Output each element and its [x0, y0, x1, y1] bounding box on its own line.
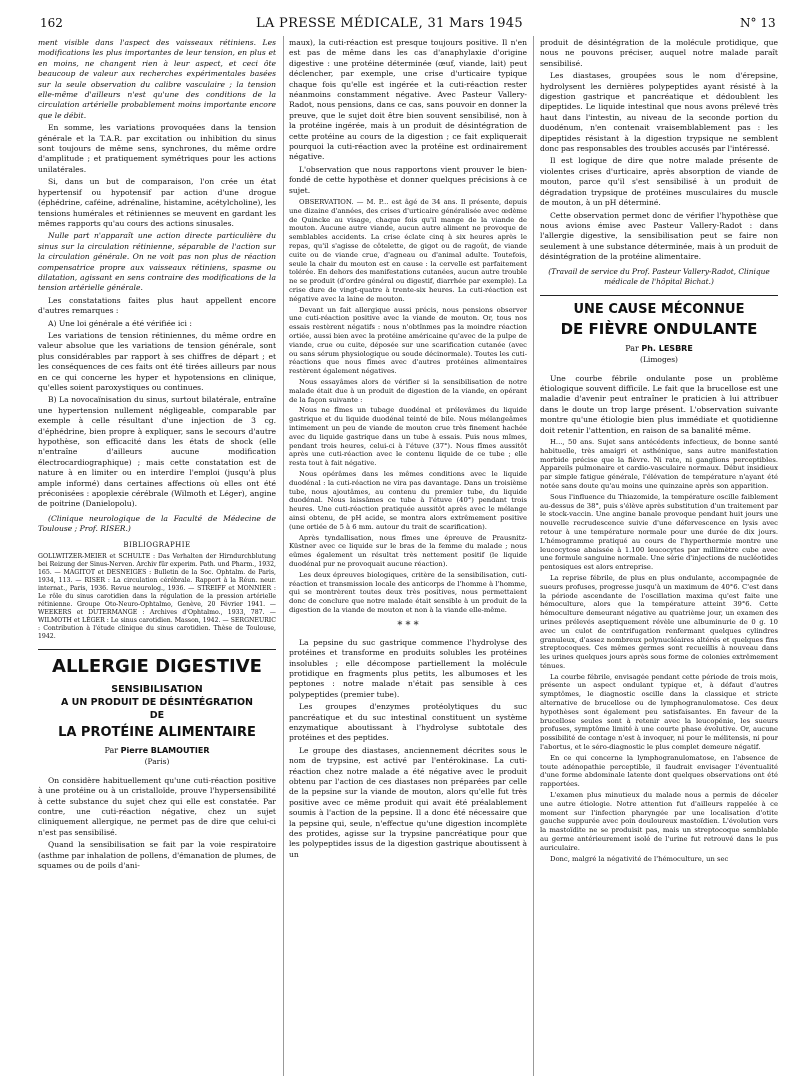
author-name: Pierre BLAMOUTIER: [120, 745, 210, 755]
paragraph: En somme, les variations provoquées dans la tension générale et la T.A.R. par excitation ou inhibition du sinus sont toujours de même sens, synchrones, du même ordre d'amplitude ; et pratiquement symétriques pour les actions unilatérales.: [38, 123, 276, 174]
author-prefix: Par: [104, 745, 119, 755]
paragraph: L'observation que nous rapportons vient prouver le bien-fondé de cette hypothèse et donner quelques précisions à ce sujet.: [289, 164, 527, 195]
case-paragraph: En ce qui concerne la lymphogranulomatose, en l'absence de toute adénopathie perceptible, il faudrait envisager l'éventualité d'une forme abdominale latente dont quelques observations ont été rapportées.: [540, 753, 778, 789]
article-title-line2: LA PROTÉINE ALIMENTAIRE: [58, 724, 256, 740]
article-subtitle: SENSIBILISATION: [111, 683, 203, 695]
paragraph: Le groupe des diastases, anciennement décrites sous le nom de trypsine, est activé par l'entérokinase. La cuti-réaction chez notre malade a été négative avec le produit obtenu par l'action de ces diastases non préparées par celle de la pepsine sur la viande de mouton, alors qu'elle fut très positive avec ce même produit qui avait été préalablement soumis à l'action de la pepsine. Il a donc été nécessaire que la pepsine qui, seule, n'effectue qu'une digestion incomplète des protides, agisse sur la trypsine pancréatique pour que les polypeptides issus de la digestion gastrique aboutissent à un: [289, 745, 527, 859]
article-title: ALLERGIE DIGESTIVE: [52, 655, 262, 677]
paragraph: Une courbe fébrile ondulante pose un problème étiologique souvent difficile. Le fait que la brucellose est une maladie d'avenir peut entraîner le praticien à lui attribuer dans le doute un trop large présent. L'observation suivante montre qu'une étiologie bien plus immédiate et quotidienne doit retenir l'attention, en raison de sa banalité même.: [540, 373, 778, 435]
article-author: [38, 746, 276, 755]
paragraph: Quand la sensibilisation se fait par la voie respiratoire (asthme par inhalation de pollens, d'émanation de plumes, de squames ou de poils d'ani-: [38, 840, 276, 870]
affiliation-credit: (Travail de service du Prof. Pasteur Vallery-Radot, Clinique médicale de l'hôpital Bichat.): [548, 266, 770, 286]
paragraph: Nulle part n'apparaît une action directe particulière du sinus sur la circulation rétinienne, séparable de l'action sur la circulation générale. On ne voit pas non plus de réaction compensatrice propre aux vaisseaux rétiniens, spasme ou dilatation, agissant en sens contraire des modifications de la tension artérielle générale.: [38, 231, 276, 293]
author-name: Ph. LESBRE: [641, 343, 693, 353]
bibliography-text: GOLLWITZER-MEIER et SCHULTE : Das Verhalten der Hirndurchblutung bei Reizung der Sinus-Nerven. Archiv für experim. Path. und Pharm., 1932, 165. — MAGITOT et DESNEIGES : Bulletin de la Soc. Ophtalm. de Paris, 1934, 113. — RISER : La circulation cérébrale. Rapport à la Réun. neur. internat., Paris, 1936. Revue neurolog., 1936. — STREIFF et MONNIER : Le rôle du sinus carotidien dans la régulation de la pression artérielle rétinienne. Groupe Oto-Neuro-Ophtalmo, Genève, 20 Février 1941. — WEEKERS et DUTERMANGE : Archives d'Ophtalmo., 1933, 787. — WILMOTH et LÉGER : Le sinus carotidien. Masson, 1942. — SERGNEURIC : Contribution à l'étude clinique du sinus carotidien. Thèse de Toulouse, 1942.: [38, 552, 276, 640]
case-paragraph: Sous l'influence du Thiazomide, la température oscille faiblement au-dessus de 38°, puis s'élève après substitution d'un traitement par le stock-vaccin. Une angine banale provoque pendant huit jours une nouvelle recrudescence suivie d'une défervescence en lysis avec retour à une température normale pour une durée de dix jours. L'hémogramme pratiqué au cours de l'hyperthermie montre une leucocytose abaissée à 1.100 leucocytes par millimètre cube avec une formule sanguine normale. Une série d'injections de nucléotides pentosiques est alors entreprise.: [540, 492, 778, 572]
journal-title: LA PRESSE MÉDICALE, 31 Mars 1945: [256, 16, 523, 31]
article-divider: [540, 295, 778, 296]
page-number: 162: [40, 16, 63, 30]
observation-paragraph: Nous opérâmes dans les mêmes conditions avec le liquide duodénal : la cuti-réaction ne vira pas davantage. Dans un troisième tube, nous ajoutâmes, au contenu du premier tube, du liquide duodénal. Nous laissâmes ce tube à l'étuve (40°) pendant trois heures. Une cuti-réaction pratiquée aussitôt après avec le mélange ainsi obtenu, de pH acide, se montra alors extrêmement positive (une ortiée de 5 à 6 mm. autour du trait de scarification).: [289, 470, 527, 531]
article-title-line2: DE FIÈVRE ONDULANTE: [560, 319, 758, 338]
observation-paragraph: Nous essayâmes alors de vérifier si la sensibilisation de notre malade était due à un produit de digestion de la viande, en opérant de la façon suivante :: [289, 378, 527, 404]
bibliography-heading: BIBLIOGRAPHIE: [123, 540, 191, 549]
article-title: UNE CAUSE MÉCONNUE: [573, 301, 745, 317]
paragraph: Il est logique de dire que notre malade présente de violentes crises d'urticaire, après absorption de viande de mouton, parce qu'il s'est sensibilisé à un produit de dégradation trypsique de protéines musculaires du muscle de mouton, à un pH déterminé.: [540, 156, 778, 208]
author-prefix: Par: [625, 343, 639, 353]
section-stars: * * *: [397, 619, 419, 631]
paragraph: produit de désintégration de la molécule protidique, que nous ne pouvons préciser, auquel notre malade paraît sensibilisé.: [540, 38, 778, 68]
paragraph: Cette observation permet donc de vérifier l'hypothèse que nous avions émise avec Pasteur Vallery-Radot : dans l'allergie digestive, la sensibilisation peut se faire non seulement à une substance déterminée, mais à un produit de désintégration de la protéine alimentaire.: [540, 210, 778, 262]
affiliation-credit: (Clinique neurologique de la Faculté de Médecine de Toulouse ; Prof. RISER.): [38, 513, 276, 534]
column-rule: [283, 36, 284, 1076]
paragraph: Si, dans un but de comparaison, l'on crée un état hypertensif ou hypotensif par action d'une drogue (éphédrine, caféine, adrénaline, histamine, acétylcholine), les tensions humérales et rétiniennes se meuvent en gardant les mêmes rapports qu'au cours des actions sinusales.: [38, 177, 276, 228]
page-header: [0, 10, 800, 38]
column-rule: [533, 36, 534, 1076]
article-subtitle: A UN PRODUIT DE DÉSINTÉGRATION: [60, 696, 254, 708]
bibliography: [38, 553, 276, 641]
observation-paragraph: Devant un fait allergique aussi précis, nous pensions observer une cuti-réaction positive avec la viande de mouton. Or, tous nos essais restèrent négatifs : nous n'obtînmes pas la moindre réaction ortiée, aussi bien avec la protéine américaine qu'avec de la pulpe de viande, crue ou cuite, déposée sur une scarification cutanée (avec ou sans sérum physiologique ou soude décinormale). Toutes les cuti-réactions que nous fîmes avec d'autres protéines alimentaires restèrent également négatives.: [289, 305, 527, 376]
paragraph: maux), la cuti-réaction est presque toujours positive. Il n'en est pas de même dans les cas d'anaphylaxie d'origine digestive : une protéine déterminée (œuf, viande, lait) peut déclencher, par exemple, une crise d'urticaire typique chaque fois qu'elle est ingérée et la cuti-réaction rester néanmoins constamment négative. Avec Pasteur Vallery-Radot, nous pensions, dans ce cas, sans pouvoir en donner la preuve, que le sujet doit être bien souvent sensibilisé, non à la protéine ingérée, mais à un produit de désintégration de cette protéine au cours de la digestion ; ce fait expliquerait pourquoi la cuti-réaction avec la protéine est ordinairement négative.: [289, 38, 527, 162]
paragraph: A) Une loi générale a été vérifiée ici :: [48, 318, 192, 328]
paragraph: ment visible dans l'aspect des vaisseaux rétiniens. Les modifications les plus importantes de leur tension, en plus et en moins, ne changent rien à leur aspect, et ceci ôte beaucoup de valeur aux recherches expérimentales basées sur la seule observation du calibre vasculaire ; la tension elle-même d'ailleurs n'est qu'une des conditions de la circulation artérielle probablement moins importante encore que le débit.: [38, 38, 276, 120]
paragraph: B) La novocaïnisation du sinus, surtout bilatérale, entraîne une hypertension nullement négligeable, comparable par exemple à celle résultant d'une injection de 3 cg. d'éphédrine, bien propre à expliquer, sans le secours d'autre hypothèse, son efficacité dans les états de shock (elle n'entraîne d'ailleurs aucune modification électrocardiographique) ; mais cette constatation est de nature à en limiter ou en interdire l'emploi (jusqu'à plus ample informé) dans certaines affections où elles ont été préconisées : apoplexie cérébrale (Wilmoth et Léger), angine de poitrine (Danielopolu).: [38, 395, 276, 509]
column-3: [540, 38, 778, 1078]
author-place: (Limoges): [640, 354, 678, 364]
article-subtitle: DE: [149, 709, 165, 721]
article-divider: [38, 649, 276, 650]
case-paragraph: La courbe fébrile, envisagée pendant cette période de trois mois, présente un aspect ondulant typique et, à défaut d'autres symptômes, le diagnostic oscille dans la classique et stricte alternative de brucellose ou de lymphogranulomatose. Ces deux hypothèses sont également peu satisfaisantes. En faveur de la brucellose seules sont à retenir avec la leucopénie, les sueurs profuses, symptôme limité à une courte phase évolutive. Or, aucune possibilité de contage n'est à invoquer, ni pour le mélitensis, ni pour l'abortus, et le séro-diagnostic le plus complet demeure négatif.: [540, 672, 778, 752]
paragraph: Les constatations faites plus haut appellent encore d'autres remarques :: [38, 295, 276, 316]
author-place: (Paris): [144, 756, 170, 766]
observation-paragraph: Nous ne fîmes un tubage duodénal et prélevâmes du liquide gastrique et du liquide duodénal teinté de bile. Nous mélangeâmes intimement un peu de viande de mouton crue très finement hachée avec du liquide gastrique dans un tube à essais. Puis nous mîmes, pendant trois heures, celui-ci à l'étuve (37°). Nous fîmes aussitôt après une cuti-réaction avec le contenu liquide de ce tube ; elle resta tout à fait négative.: [289, 406, 527, 468]
issue-number: N° 13: [740, 16, 776, 30]
case-paragraph: L'examen plus minutieux du malade nous a permis de déceler une autre étiologie. Notre attention fut d'ailleurs rappelée à ce moment sur l'infection pharyngée par une localisation d'otite gauche suppurée avec poin douloureux mastoïdien. L'évolution vers la mastoïdite ne se produisit pas, mais un streptocoque semblable au germe antérieurement isolé de l'urine fut retrouvé dans le pus auriculaire.: [540, 791, 778, 852]
paragraph: On considère habituellement qu'une cuti-réaction positive à une protéine ou à un cristalloïde, prouve l'hypersensibilité à cette substance du sujet chez qui elle est constatée. Par contre, une cuti-réaction négative, chez un sujet cliniquement allergique, ne permet pas de dire que celui-ci n'est pas sensibilisé.: [38, 775, 276, 837]
paragraph: Les groupes d'enzymes protéolytiques du suc pancréatique et du suc intestinal constituent un système enzymatique aboutissant à l'hydrolyse subtotale des protéines et des peptides.: [289, 702, 527, 743]
case-paragraph: Donc, malgré la négativité de l'hémoculture, un sec: [550, 854, 729, 863]
paragraph: Les diastases, groupées sous le nom d'érepsine, hydrolysent les dernières polypeptides ayant résisté à la digestion gastrique et pancréatique et dédoublent les dipeptides. Le liquide intestinal que nous avons prélevé très haut dans l'intestin, au niveau de la seconde portion du duodénum, n'en contenait vraisemblablement pas : les dipeptides résistant à la digestion trypsique ne semblent donc pas responsables des troubles accusés par l'intéressé.: [540, 71, 778, 154]
observation-paragraph: Après tyndallisation, nous fîmes une épreuve de Prausnitz-Küstner avec ce liquide sur le bras de la femme du malade ; nous eûmes également un résultat très nettement positif (le liquide duodénal pur ne provoquait aucune réaction).: [289, 533, 527, 568]
paragraph: Les variations de tension rétiniennes, du même ordre en valeur absolue que les variations de tension générale, sont plus considérables par rapport à ses chiffres de départ ; et les conséquences de ces faits ont été tirées ailleurs par nous en ce qui concerne les hyper et hypotensions en clinique, qu'elles soient paroxystiques ou continues.: [38, 330, 276, 392]
observation-paragraph: OBSERVATION. — M. P... est âgé de 34 ans. Il présente, depuis une dizaine d'années, des crises d'urticaire généralisée avec œdème de Quincke au visage, chaque fois qu'il mange de la viande de mouton. Aucune autre viande, aucun autre aliment ne provoque de semblables accidents. La crise éclate cinq à six heures après le repas, qu'il s'agisse de côtelette, de gigot ou de ragoût, de viande cuite ou de viande crue, d'agneau ou d'animal adulte. Toutefois, seule la chair du mouton est en cause : la cervelle est parfaitement tolérée. En dehors des manifestations cutanées, aucun autre trouble ne se produit (d'ordre général ou digestif, diarrhée par exemple). La crise dure de vingt-quatre à trente-six heures. La cuti-réaction est négative avec la laine de mouton.: [289, 198, 527, 303]
case-paragraph: H..., 50 ans. Sujet sans antécédents infectieux, de bonne santé habituelle, très amaigri et asthénique, sans autre manifestation morbide précise que la fièvre. Ni rate, ni ganglions perceptibles. Appareils pulmonaire et cardio-vasculaire normaux. Début insidieux par simple fatigue générale, l'élévation de température n'ayant été notée sans doute qu'au moins une quinzaine après son apparition.: [540, 437, 778, 490]
observation-paragraph: Les deux épreuves biologiques, critère de la sensibilisation, cuti-réaction et transmission locale des anticorps de l'homme à l'homme, qui se montrèrent toutes deux très positives, nous permettaient donc de conclure que notre malade était sensible à un produit de la digestion de la viande de mouton et non à la viande elle-même.: [289, 570, 527, 614]
case-paragraph: La reprise fébrile, de plus en plus ondulante, accompagnée de sueurs profuses, progresse jusqu'à un maximum de 40°6. C'est dans la période ascendante de l'oscillation maxima qu'est faite une hémoculture, alors que la température atteint 39°6. Cette hémoculture demeurant négative au quatrième jour, un examen des urines prélevés aseptiquement révèle une albuminurie de 0 g. 10 avec un culot de centrifugation renfermant quelques cylindres granuleux, d'assez nombreux polynucléaires altérés et quelques fins streptocoques. Ces mêmes germes sont recueillis à nouveau dans les urines quelques jours après sous forme de colonies extrêmement ténues.: [540, 573, 778, 670]
article-author: [540, 344, 778, 353]
column-1: [38, 38, 276, 1078]
paragraph: La pepsine du suc gastrique commence l'hydrolyse des protéines et transforme en produits solubles les protéines insolubles ; elle décompose partiellement la molécule protidique en fragments plus petits, les albumoses et les peptones : notre malade n'était pas sensible à ces polypeptides (premier tube).: [289, 637, 527, 699]
column-2: [289, 38, 527, 1078]
